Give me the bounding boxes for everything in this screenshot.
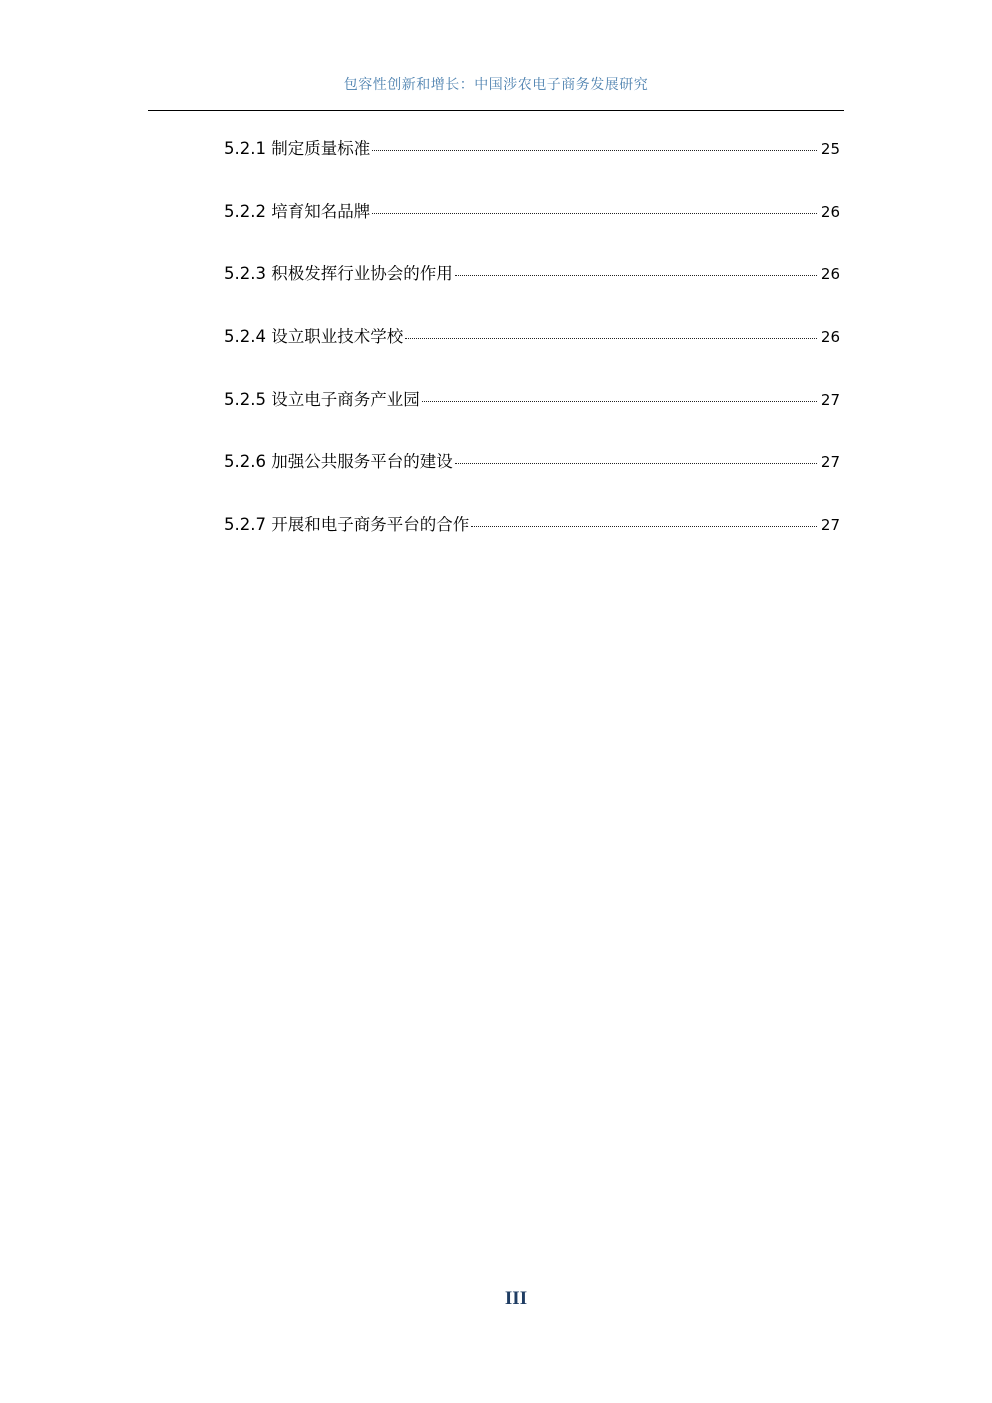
toc-entry-page: 25 [820, 140, 840, 158]
running-header: 包容性创新和增长：中国涉农电子商务发展研究 [343, 77, 649, 93]
toc-dot-leader [405, 338, 817, 339]
toc-entry-page: 26 [820, 265, 840, 284]
toc-dot-leader [422, 401, 817, 402]
toc-dot-leader [455, 275, 817, 276]
toc-entry-label: 5.2.6 加强公共服务平台的建设 [224, 452, 453, 472]
toc-entry-page: 27 [820, 453, 840, 472]
toc-entry-page: 26 [820, 328, 840, 347]
toc-entry-page: 27 [820, 390, 840, 409]
toc-entry[interactable] [224, 448, 840, 511]
toc-dot-leader [471, 526, 817, 527]
toc-entry-label: 5.2.5 设立电子商务产业园 [224, 389, 420, 409]
toc-entry-label: 5.2.1 制定质量标准 [224, 139, 371, 158]
header-divider [148, 110, 844, 111]
toc-entry-label: 5.2.3 积极发挥行业协会的作用 [224, 264, 453, 284]
toc-entry-label: 5.2.4 设立职业技术学校 [224, 327, 404, 347]
toc-entry[interactable] [224, 198, 840, 261]
toc-entry[interactable] [224, 511, 840, 574]
table-of-contents [224, 135, 840, 574]
toc-entry-label: 5.2.7 开展和电子商务平台的合作 [224, 515, 470, 535]
toc-dot-leader [455, 463, 817, 464]
page-number: III [504, 1288, 528, 1309]
toc-dot-leader [372, 213, 817, 214]
toc-entry[interactable] [224, 386, 840, 449]
toc-entry[interactable] [224, 135, 840, 198]
toc-entry-page: 27 [820, 516, 840, 535]
toc-entry[interactable] [224, 260, 840, 323]
toc-entry-label: 5.2.2 培育知名品牌 [224, 201, 371, 221]
toc-dot-leader [372, 150, 817, 151]
toc-entry[interactable] [224, 323, 840, 386]
toc-entry-page: 26 [820, 202, 840, 221]
